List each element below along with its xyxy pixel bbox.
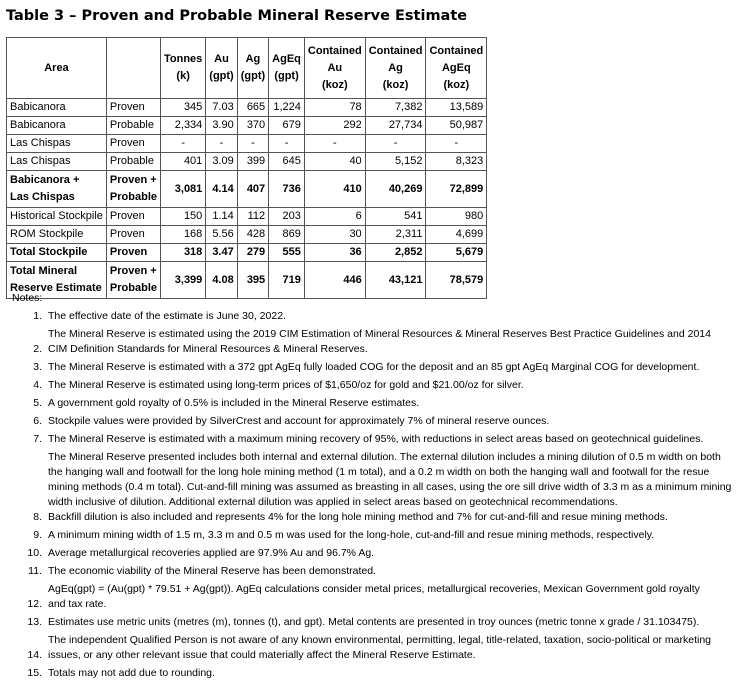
cell-au: 3.90 <box>206 117 237 135</box>
header-contained-ag <box>365 38 426 99</box>
note-text: The effective date of the estimate is June 30, 2022. <box>48 310 286 322</box>
cell-c-au: 292 <box>304 117 365 135</box>
note-item <box>12 666 736 681</box>
cell-au: 1.14 <box>206 208 237 226</box>
note-text: Totals may not add due to rounding. <box>48 667 215 679</box>
cell-ageq: 719 <box>269 262 305 299</box>
cell-ag: 112 <box>237 208 268 226</box>
cell-area <box>7 135 107 153</box>
cell-au: 3.47 <box>206 244 237 262</box>
header-ag <box>237 38 268 99</box>
table-row <box>7 99 487 117</box>
note-number: 3. <box>33 361 42 373</box>
note-text: The economic viability of the Mineral Reserve has been demonstrated. <box>48 565 377 577</box>
header-line: (koz) <box>321 78 348 91</box>
cell-c-ag: 541 <box>365 208 426 226</box>
note-item <box>12 582 736 612</box>
cell-c-ageq: 4,699 <box>426 226 487 244</box>
cell-line: Proven <box>109 246 148 258</box>
note-number: 11. <box>28 565 42 577</box>
cell-c-au: 78 <box>304 99 365 117</box>
header-line: (gpt) <box>209 70 234 82</box>
table-row <box>7 208 487 226</box>
cell-line: Proven + <box>109 174 157 186</box>
cell-line: ROM Stockpile <box>10 228 84 240</box>
cell-class <box>106 117 160 135</box>
cell-ageq: 645 <box>269 153 305 171</box>
cell-class <box>106 153 160 171</box>
note-text: A government gold royalty of 0.5% is included in the Mineral Reserve estimates. <box>48 397 420 409</box>
cell-c-au: 40 <box>304 153 365 171</box>
header-line: Ag <box>245 53 261 65</box>
note-number: 5. <box>33 397 42 409</box>
header-line: (koz) <box>443 78 470 91</box>
header-line: Au <box>327 61 343 74</box>
cell-class <box>106 135 160 153</box>
cell-c-ageq: - <box>426 135 487 153</box>
cell-tonnes: 168 <box>161 226 206 244</box>
header-class <box>106 38 160 99</box>
cell-line: Probable <box>109 155 154 167</box>
cell-class <box>106 208 160 226</box>
cell-line: Proven <box>109 101 145 113</box>
cell-area <box>7 244 107 262</box>
table-header-row <box>7 38 487 99</box>
notes-section <box>12 291 736 684</box>
cell-area <box>7 99 107 117</box>
note-number: 2. <box>33 343 42 355</box>
cell-c-ag: 2,852 <box>365 244 426 262</box>
table-row <box>7 226 487 244</box>
cell-c-ag: 43,121 <box>365 262 426 299</box>
cell-c-ag: 7,382 <box>365 99 426 117</box>
note-number: 13. <box>27 616 42 628</box>
note-item <box>12 564 736 579</box>
cell-line: Proven <box>109 137 145 149</box>
header-line: Tonnes <box>164 53 203 65</box>
note-number: 6. <box>33 415 42 427</box>
note-text: A minimum mining width of 1.5 m, 3.3 m and 0.5 m was used for the long-hole, cut-and-fill and resue mining methods, respectively. <box>48 529 655 541</box>
note-number: 1. <box>33 310 42 322</box>
cell-line: Probable <box>109 119 154 131</box>
cell-line: Babicanora + <box>10 174 80 186</box>
notes-label: Notes: <box>12 292 43 304</box>
table-row <box>7 153 487 171</box>
note-item <box>12 396 736 411</box>
note-number: 8. <box>33 511 42 523</box>
note-text: and tax rate. <box>48 598 107 610</box>
cell-c-au: - <box>304 135 365 153</box>
cell-au: 4.08 <box>206 262 237 299</box>
note-text: The Mineral Reserve is estimated with a 372 gpt AgEq fully loaded COG for the deposit and an 85 gpt AgEq Marginal COG for development. <box>48 361 700 373</box>
cell-c-ageq: 5,679 <box>426 244 487 262</box>
cell-c-ageq: 980 <box>426 208 487 226</box>
cell-ageq: 679 <box>269 117 305 135</box>
note-text: CIM Definition Standards for Mineral Resources & Mineral Reserves. <box>48 343 368 355</box>
header-contained-ageq <box>426 38 487 99</box>
note-item <box>12 633 736 663</box>
cell-c-au: 30 <box>304 226 365 244</box>
cell-class <box>106 171 160 208</box>
note-text: issues, or any other relevant issue that could materially affect the Mineral Reserve Estimate. <box>48 649 476 661</box>
note-item <box>12 360 736 375</box>
note-item <box>12 450 736 525</box>
cell-tonnes: - <box>161 135 206 153</box>
cell-area <box>7 171 107 208</box>
cell-class <box>106 226 160 244</box>
note-number: 15. <box>27 667 42 679</box>
note-number: 9. <box>33 529 42 541</box>
cell-c-ag: 5,152 <box>365 153 426 171</box>
note-item <box>12 432 736 447</box>
cell-line: Proven <box>109 228 145 240</box>
note-item <box>12 414 736 429</box>
header-line: (gpt) <box>274 70 299 82</box>
header-area <box>7 38 107 99</box>
cell-ag: 428 <box>237 226 268 244</box>
cell-tonnes: 150 <box>161 208 206 226</box>
cell-tonnes: 345 <box>161 99 206 117</box>
cell-c-ageq: 72,899 <box>426 171 487 208</box>
header-line: (k) <box>176 70 190 82</box>
cell-line: Babicanora <box>10 119 66 131</box>
note-item <box>12 615 736 630</box>
cell-class <box>106 244 160 262</box>
cell-c-au: 410 <box>304 171 365 208</box>
note-preamble: The Mineral Reserve is estimated using the 2019 CIM Estimation of Mineral Resources & Mineral Reserves Best Practice Guidelines and 2014 <box>48 328 711 340</box>
mineral-reserve-table <box>6 37 487 299</box>
note-number: 4. <box>33 379 42 391</box>
cell-line: Las Chispas <box>10 191 75 203</box>
note-preamble: AgEq(gpt) = (Au(gpt) * 79.51 + Ag(gpt)). AgEq calculations consider metal prices, metallurgical recoveries, Mexican Government gold royalty <box>48 583 700 595</box>
cell-ag: 407 <box>237 171 268 208</box>
table-body <box>7 99 487 299</box>
header-line: Contained <box>368 44 423 57</box>
cell-line: Babicanora <box>10 101 66 113</box>
note-item <box>12 327 736 357</box>
cell-tonnes: 401 <box>161 153 206 171</box>
note-item <box>12 309 736 324</box>
note-text: Backfill dilution is also included and represents 4% for the long hole mining method and 7% for cut-and-fill and resue mining methods. <box>48 511 668 523</box>
cell-line: Probable <box>109 191 157 203</box>
cell-line: Las Chispas <box>10 155 71 167</box>
note-number: 10. <box>27 547 42 559</box>
note-text: Average metallurgical recoveries applied are 97.9% Au and 96.7% Ag. <box>48 547 375 559</box>
cell-class <box>106 99 160 117</box>
note-text: The Mineral Reserve is estimated using long-term prices of $1,650/oz for gold and $21.00/oz for silver. <box>48 379 524 391</box>
table-row <box>7 117 487 135</box>
table-row <box>7 135 487 153</box>
cell-tonnes: 318 <box>161 244 206 262</box>
cell-line: Probable <box>109 282 157 294</box>
cell-line: Reserve Estimate <box>10 282 102 294</box>
cell-au: 4.14 <box>206 171 237 208</box>
header-line: Contained <box>429 44 484 57</box>
cell-line: Proven + <box>109 265 157 277</box>
cell-ag: 399 <box>237 153 268 171</box>
cell-c-ageq: 13,589 <box>426 99 487 117</box>
cell-tonnes: 3,399 <box>161 262 206 299</box>
note-text: Stockpile values were provided by SilverCrest and account for approximately 7% of mineral reserve ounces. <box>48 415 550 427</box>
table-title: Table 3 – Proven and Probable Mineral Reserve Estimate <box>6 8 468 24</box>
cell-c-ageq: 8,323 <box>426 153 487 171</box>
cell-tonnes: 3,081 <box>161 171 206 208</box>
header-line: AgEq <box>272 53 301 65</box>
cell-area <box>7 153 107 171</box>
cell-c-ag: - <box>365 135 426 153</box>
cell-ageq: 869 <box>269 226 305 244</box>
note-item <box>12 546 736 561</box>
cell-c-au: 36 <box>304 244 365 262</box>
note-item <box>12 528 736 543</box>
cell-ageq: 555 <box>269 244 305 262</box>
note-number: 12. <box>27 598 42 610</box>
cell-ag: 370 <box>237 117 268 135</box>
cell-c-ag: 27,734 <box>365 117 426 135</box>
cell-ag: 395 <box>237 262 268 299</box>
header-ageq <box>269 38 305 99</box>
cell-area <box>7 226 107 244</box>
cell-line: Historical Stockpile <box>10 210 103 222</box>
cell-line: Total Stockpile <box>10 246 88 258</box>
header-line: Contained <box>307 44 362 57</box>
cell-c-ag: 2,311 <box>365 226 426 244</box>
cell-au: - <box>206 135 237 153</box>
cell-au: 3.09 <box>206 153 237 171</box>
cell-ag: 665 <box>237 99 268 117</box>
cell-ageq: 203 <box>269 208 305 226</box>
cell-ageq: 736 <box>269 171 305 208</box>
cell-area <box>7 208 107 226</box>
cell-au: 7.03 <box>206 99 237 117</box>
cell-line: Proven <box>109 210 145 222</box>
note-item <box>12 378 736 393</box>
header-line: (koz) <box>382 78 409 91</box>
header-line: Ag <box>388 61 403 74</box>
header-contained-au <box>304 38 365 99</box>
table-row <box>7 244 487 262</box>
header-au <box>206 38 237 99</box>
header-tonnes <box>161 38 206 99</box>
note-text: Estimates use metric units (metres (m), tonnes (t), and gpt). Metal contents are presented in troy ounces (metric tonne x grade / 31.103475). <box>48 616 700 628</box>
header-line: (gpt) <box>240 70 266 82</box>
cell-c-ag: 40,269 <box>365 171 426 208</box>
table-row <box>7 171 487 208</box>
cell-ageq: - <box>269 135 305 153</box>
cell-tonnes: 2,334 <box>161 117 206 135</box>
cell-ageq: 1,224 <box>269 99 305 117</box>
cell-c-ageq: 50,987 <box>426 117 487 135</box>
note-text: The Mineral Reserve is estimated with a maximum mining recovery of 95%, with reductions in select areas based on geotechnical guidelines. <box>48 433 704 445</box>
cell-c-au: 6 <box>304 208 365 226</box>
note-number: 14. <box>27 649 42 661</box>
notes-list <box>12 309 736 681</box>
cell-c-ageq: 78,579 <box>426 262 487 299</box>
cell-ag: 279 <box>237 244 268 262</box>
cell-au: 5.56 <box>206 226 237 244</box>
note-preamble: The Mineral Reserve presented includes both internal and external dilution. The external dilution includes a mining dilution of 0.5 m width on both the hanging wall and footwall for the long hole mining method (1 m total), and a 0.2 m width on both the hanging wall and footwall for the resue mining methods (0.4 m total). Cut-and-fill mining was assumed as breasting in all cases, using the ore sill drive width of 3.3 m as a minimum mining width inclusive of dilution. Additional external dilution was applied in select areas based on geotechnical recommendations. <box>48 451 732 508</box>
cell-c-au: 446 <box>304 262 365 299</box>
cell-line: Las Chispas <box>10 137 71 149</box>
cell-line: Total Mineral <box>10 265 78 277</box>
cell-ag: - <box>237 135 268 153</box>
header-line: Au <box>214 53 229 65</box>
cell-area <box>7 117 107 135</box>
note-preamble: The independent Qualified Person is not aware of any known environmental, permitting, legal, title-related, taxation, socio-political or marketing <box>48 634 712 646</box>
note-number: 7. <box>33 433 42 445</box>
header-line: Area <box>44 61 69 74</box>
header-line: AgEq <box>441 61 471 74</box>
